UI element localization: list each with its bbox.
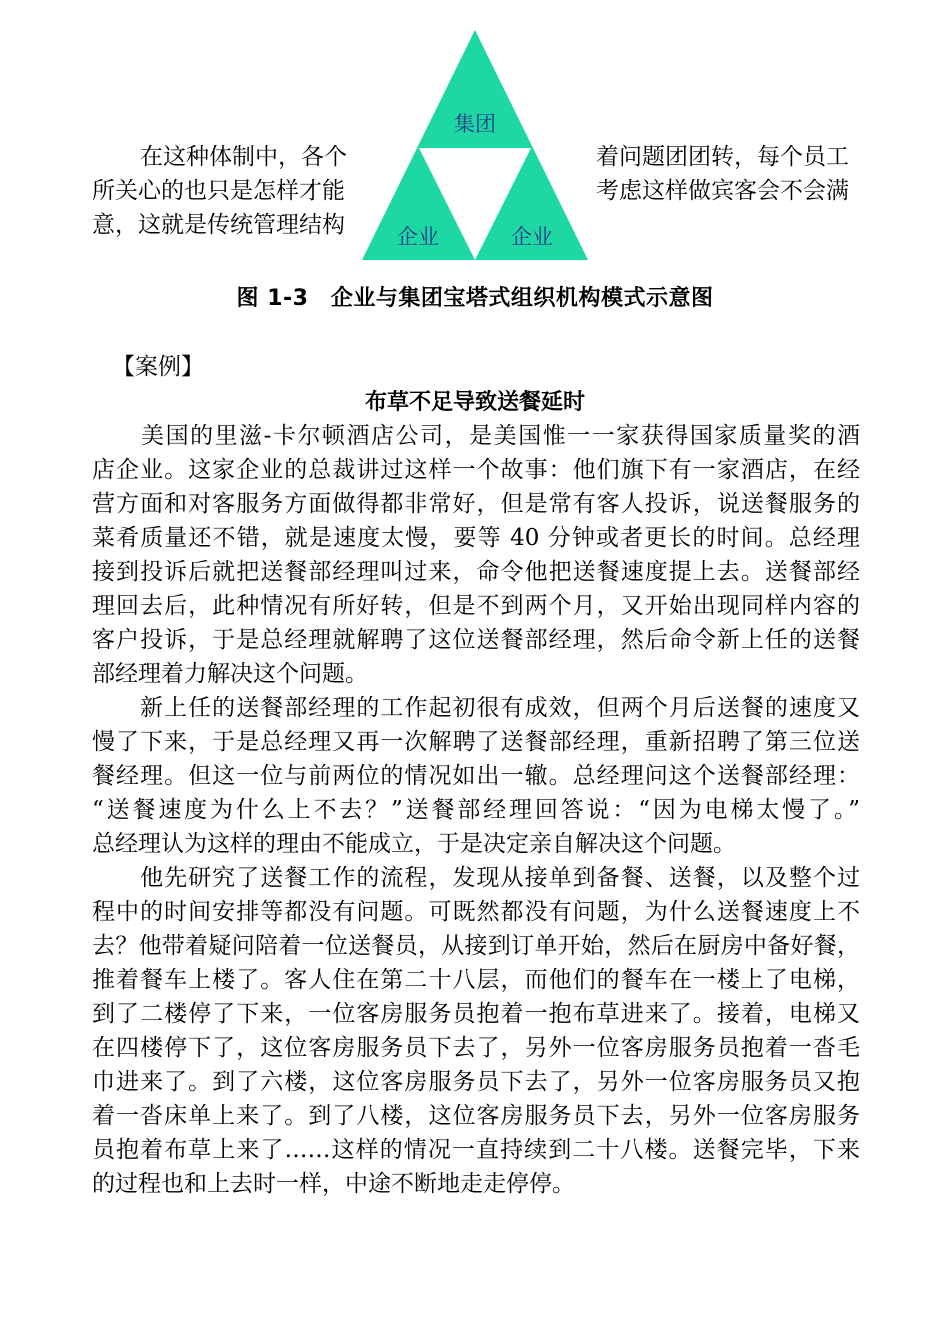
- paragraph-line: 美国的里滋-卡尔顿酒店公司，是美国惟一一家获得国家质量奖的酒: [92, 423, 860, 449]
- intro-line-1-right: 着问题团团转，每个员工: [596, 144, 849, 170]
- paragraph-line: 的过程也和上去时一样，中途不断地走走停停。: [92, 1171, 575, 1197]
- figure-caption: 图 1-3 企业与集团宝塔式组织机构模式示意图: [236, 286, 714, 311]
- paragraph-line: “送餐速度为什么上不去？”送餐部经理回答说：“因为电梯太慢了。”: [92, 797, 860, 823]
- diagram-label-enterprise-right: 企业: [511, 225, 553, 249]
- paragraph-line: 总经理认为这样的理由不能成立，于是决定亲自解决这个问题。: [92, 831, 736, 857]
- paragraph-line: 程中的时间安排等都没有问题。可既然都没有问题，为什么送餐速度上不: [92, 899, 860, 925]
- paragraph-line: 在四楼停下了，这位客房服务员下去了，另外一位客房服务员抱着一沓毛: [92, 1035, 860, 1061]
- diagram-label-group: 集团: [454, 112, 496, 136]
- intro-line-2-left: 所关心的也只是怎样才能: [92, 178, 345, 204]
- paragraph-line: 接到投诉后就把送餐部经理叫过来，命令他把送餐速度提上去。送餐部经: [92, 559, 860, 585]
- pyramid-diagram: [362, 30, 588, 260]
- case-label: 【案例】: [112, 354, 204, 380]
- intro-line-1-left: 在这种体制中，各个: [140, 144, 347, 170]
- intro-line-2-right: 考虑这样做宾客会不会满: [596, 178, 849, 204]
- paragraph-line: 部经理着力解决这个问题。: [92, 661, 368, 687]
- paragraph-line: 菜肴质量还不错，就是速度太慢，要等 40 分钟或者更长的时间。总经理: [92, 525, 860, 551]
- paragraph-line: 他先研究了送餐工作的流程，发现从接单到备餐、送餐，以及整个过: [92, 865, 860, 891]
- paragraph-line: 理回去后，此种情况有所好转，但是不到两个月，又开始出现同样内容的: [92, 593, 860, 619]
- paragraph-line: 推着餐车上楼了。客人住在第二十八层，而他们的餐车在一楼上了电梯，: [92, 967, 860, 993]
- paragraph-line: 到了二楼停了下来，一位客房服务员抱着一抱布草进来了。接着，电梯又: [92, 1001, 860, 1027]
- paragraph-line: 客户投诉，于是总经理就解聘了这位送餐部经理，然后命令新上任的送餐: [92, 627, 860, 653]
- paragraph-line: 慢了下来，于是总经理又再一次解聘了送餐部经理，重新招聘了第三位送: [92, 729, 860, 755]
- paragraph-line: 营方面和对客服务方面做得都非常好，但是常有客人投诉，说送餐服务的: [92, 491, 860, 517]
- paragraph-line: 去？他带着疑问陪着一位送餐员，从接到订单开始，然后在厨房中备好餐，: [92, 933, 860, 959]
- paragraph-line: 餐经理。但这一位与前两位的情况如出一辙。总经理问这个送餐部经理：: [92, 763, 860, 789]
- intro-line-3-left: 意，这就是传统管理结构: [92, 212, 345, 238]
- diagram-label-enterprise-left: 企业: [397, 225, 439, 249]
- paragraph-line: 着一沓床单上来了。到了八楼，这位客房服务员下去，另外一位客房服务: [92, 1103, 860, 1129]
- paragraph-line: 员抱着布草上来了……这样的情况一直持续到二十八楼。送餐完毕，下来: [92, 1137, 860, 1163]
- paragraph-line: 新上任的送餐部经理的工作起初很有成效，但两个月后送餐的速度又: [92, 695, 860, 721]
- paragraph-line: 店企业。这家企业的总裁讲过这样一个故事：他们旗下有一家酒店，在经: [92, 457, 860, 483]
- paragraph-line: 巾进来了。到了六楼，这位客房服务员下去了，另外一位客房服务员又抱: [92, 1069, 860, 1095]
- case-title: 布草不足导致送餐延时: [364, 390, 585, 415]
